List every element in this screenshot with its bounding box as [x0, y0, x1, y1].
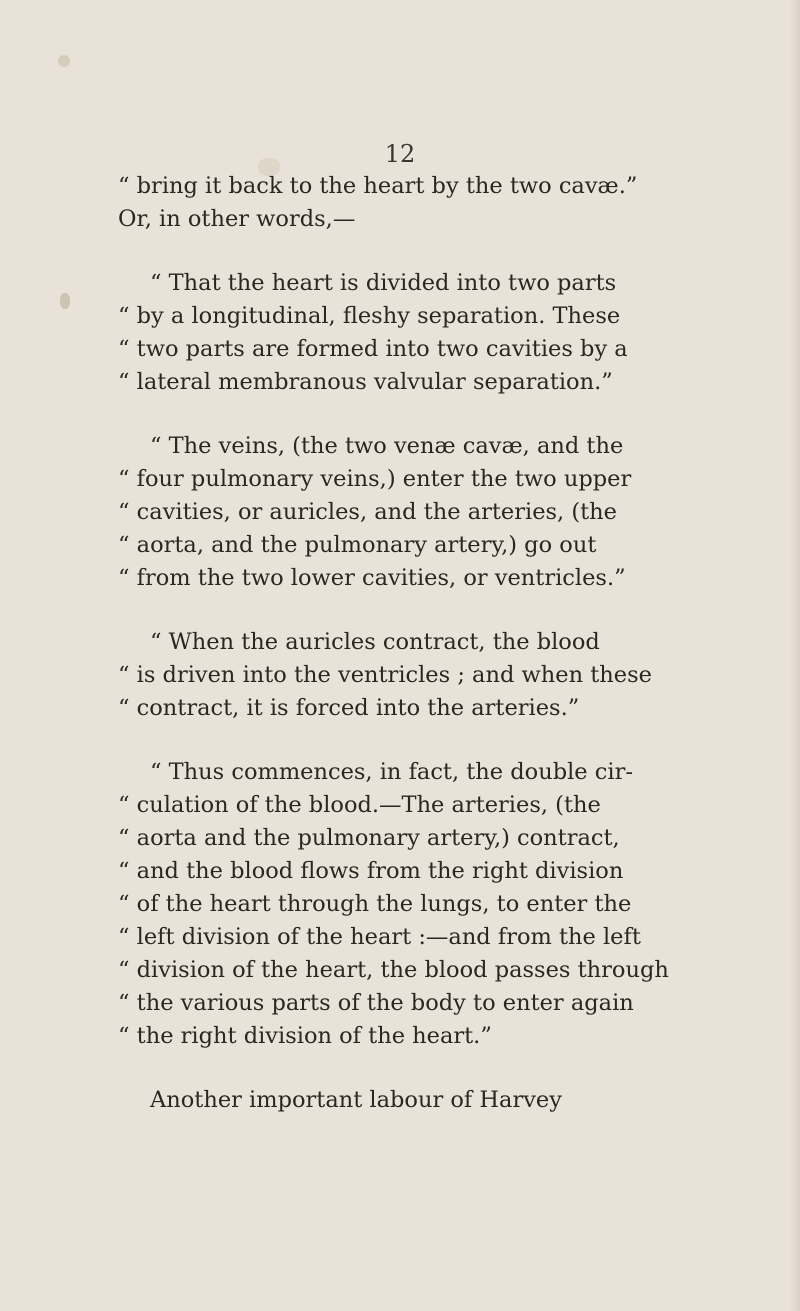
paragraph-6 [118, 1084, 718, 1117]
text-line: “ aorta and the pulmonary artery,) contract, [118, 825, 620, 851]
paper-stain [60, 293, 70, 309]
text-line: “ The veins, (the two venæ cavæ, and the [150, 433, 624, 459]
text-line: “ by a longitudinal, fleshy separation. These [118, 303, 621, 329]
body-text [118, 170, 718, 1148]
text-line: “ bring it back to the heart by the two cavæ.” [118, 173, 638, 199]
paper-stain [58, 55, 70, 67]
text-line: “ from the two lower cavities, or ventricles.” [118, 565, 626, 591]
text-line: “ lateral membranous valvular separation.” [118, 369, 613, 395]
paragraph-5 [118, 756, 718, 1053]
paragraph-4 [118, 626, 718, 725]
text-line: “ Thus commences, in fact, the double cir- [150, 759, 633, 785]
text-line: Or, in other words,— [118, 206, 356, 232]
text-line: “ two parts are formed into two cavities by a [118, 336, 628, 362]
paragraph-3 [118, 430, 718, 595]
paragraph-2 [118, 267, 718, 399]
text-line: “ division of the heart, the blood passes through [118, 957, 669, 983]
page-number: 12 [384, 140, 416, 168]
text-line: “ left division of the heart :—and from the left [118, 924, 641, 950]
text-line: “ aorta, and the pulmonary artery,) go out [118, 532, 597, 558]
text-line: “ and the blood flows from the right division [118, 858, 624, 884]
paragraph-1 [118, 170, 718, 236]
text-line: “ is driven into the ventricles ; and when these [118, 662, 652, 688]
text-line: “ contract, it is forced into the arteries.” [118, 695, 580, 721]
text-line: “ That the heart is divided into two parts [150, 270, 617, 296]
text-line: “ the right division of the heart.” [118, 1023, 492, 1049]
text-line: “ cavities, or auricles, and the arteries, (the [118, 499, 617, 525]
page-edge-shadow [790, 0, 800, 1311]
text-line: “ culation of the blood.—The arteries, (the [118, 792, 601, 818]
text-line: “ four pulmonary veins,) enter the two upper [118, 466, 632, 492]
text-line: “ the various parts of the body to enter again [118, 990, 634, 1016]
text-line: “ of the heart through the lungs, to enter the [118, 891, 632, 917]
text-line: “ When the auricles contract, the blood [150, 629, 600, 655]
text-line: Another important labour of Harvey [150, 1087, 562, 1113]
